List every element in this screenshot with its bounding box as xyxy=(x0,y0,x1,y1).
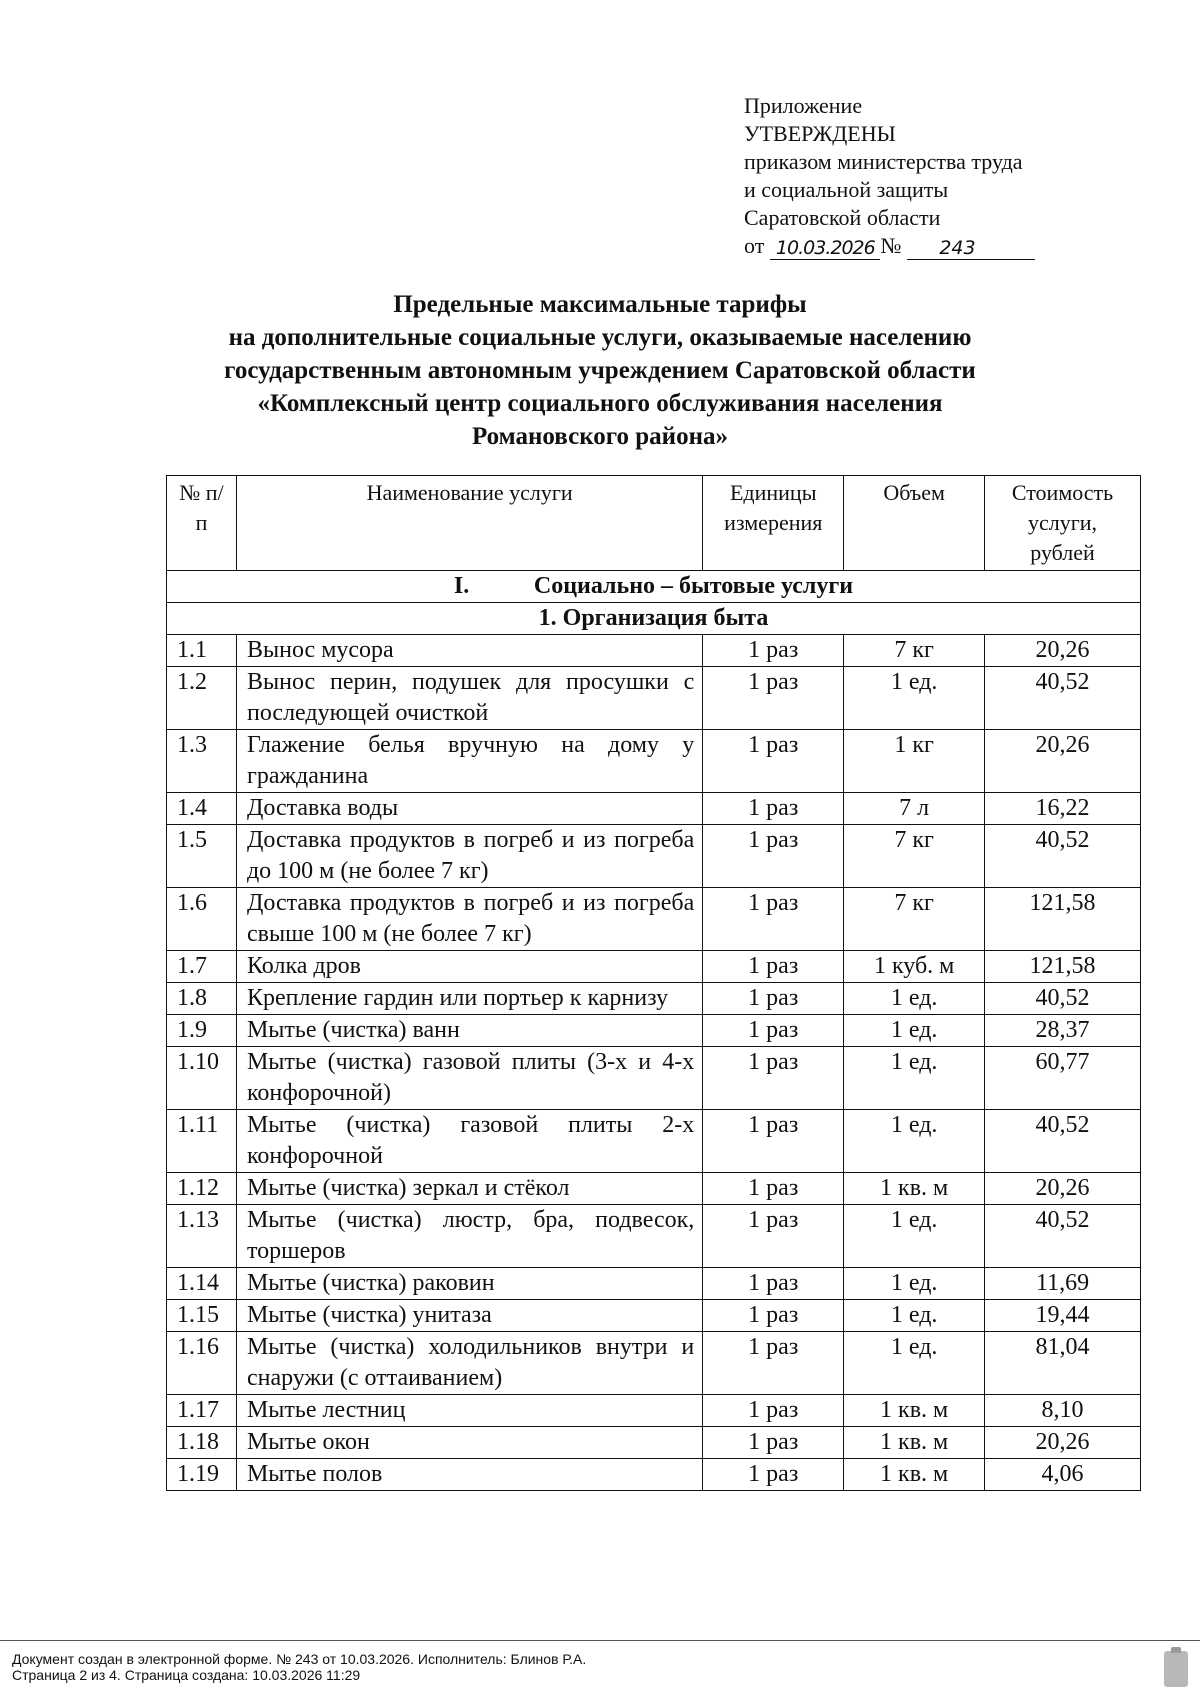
footer-line: Документ создан в электронной форме. № 243 от 10.03.2026. Исполнитель: Блинов Р.А. xyxy=(12,1651,587,1667)
row-name: Вынос перин, подушек для просушки с последующей очисткой xyxy=(236,667,702,730)
table-row xyxy=(167,635,1141,667)
row-num: 1.19 xyxy=(167,1459,237,1491)
row-price: 19,44 xyxy=(985,1300,1141,1332)
title-line: государственным автономным учреждением Саратовской области xyxy=(224,357,976,384)
row-volume: 1 куб. м xyxy=(844,951,985,983)
row-name: Мытье лестниц xyxy=(236,1395,702,1427)
row-volume: 7 кг xyxy=(844,888,985,951)
table-row xyxy=(167,730,1141,793)
table-row xyxy=(167,793,1141,825)
row-name: Вынос мусора xyxy=(236,635,702,667)
row-unit: 1 раз xyxy=(703,667,844,730)
row-name: Мытье (чистка) холодильников внутри и снаружи (с оттаиванием) xyxy=(236,1332,702,1395)
row-price: 8,10 xyxy=(985,1395,1141,1427)
row-price: 20,26 xyxy=(985,635,1141,667)
row-volume: 1 кв. м xyxy=(844,1427,985,1459)
row-name: Доставка продуктов в погреб и из погреба свыше 100 м (не более 7 кг) xyxy=(236,888,702,951)
header-unit: Единицы измерения xyxy=(703,476,844,571)
row-name: Крепление гардин или портьер к карнизу xyxy=(236,983,702,1015)
document-title xyxy=(140,288,1060,453)
row-volume: 1 кв. м xyxy=(844,1395,985,1427)
row-unit: 1 раз xyxy=(703,951,844,983)
section-cell xyxy=(167,571,1141,603)
table-row xyxy=(167,1300,1141,1332)
subsection-title: 1. Организация быта xyxy=(167,603,1141,635)
row-name: Мытье (чистка) ванн xyxy=(236,1015,702,1047)
section-number: I. xyxy=(453,573,470,599)
subsection-row xyxy=(167,603,1141,635)
table-header-row xyxy=(167,476,1141,571)
row-price: 40,52 xyxy=(985,1205,1141,1268)
approval-line: Приложение xyxy=(744,93,863,118)
row-price: 20,26 xyxy=(985,1427,1141,1459)
table-row xyxy=(167,951,1141,983)
row-num: 1.2 xyxy=(167,667,237,730)
row-volume: 1 кв. м xyxy=(844,1459,985,1491)
row-unit: 1 раз xyxy=(703,1332,844,1395)
row-name: Мытье (чистка) люстр, бра, подвесок, торшеров xyxy=(236,1205,702,1268)
row-price: 11,69 xyxy=(985,1268,1141,1300)
section-title: Социально – бытовые услуги xyxy=(533,573,854,599)
row-unit: 1 раз xyxy=(703,825,844,888)
row-unit: 1 раз xyxy=(703,1110,844,1173)
table-row xyxy=(167,983,1141,1015)
row-price: 4,06 xyxy=(985,1459,1141,1491)
row-volume: 1 ед. xyxy=(844,1205,985,1268)
title-line: Романовского района» xyxy=(472,423,728,450)
row-unit: 1 раз xyxy=(703,1015,844,1047)
row-volume: 1 ед. xyxy=(844,1047,985,1110)
table-row xyxy=(167,1173,1141,1205)
row-price: 16,22 xyxy=(985,793,1141,825)
row-num: 1.13 xyxy=(167,1205,237,1268)
row-num: 1.14 xyxy=(167,1268,237,1300)
row-num: 1.17 xyxy=(167,1395,237,1427)
header-num: № п/п xyxy=(167,476,237,571)
row-unit: 1 раз xyxy=(703,983,844,1015)
row-unit: 1 раз xyxy=(703,1427,844,1459)
row-price: 121,58 xyxy=(985,888,1141,951)
handwritten-date: 10.03.2026 xyxy=(770,237,880,260)
row-num: 1.9 xyxy=(167,1015,237,1047)
table-row xyxy=(167,1110,1141,1173)
row-volume: 1 кг xyxy=(844,730,985,793)
row-name: Глажение белья вручную на дому у гражданина xyxy=(236,730,702,793)
row-num: 1.8 xyxy=(167,983,237,1015)
table-row xyxy=(167,1427,1141,1459)
title-line: Предельные максимальные тарифы xyxy=(393,291,807,318)
row-name: Мытье (чистка) зеркал и стёкол xyxy=(236,1173,702,1205)
row-name: Колка дров xyxy=(236,951,702,983)
footer xyxy=(0,1640,1200,1699)
section-row xyxy=(167,571,1141,603)
handwritten-number: 243 xyxy=(907,237,1035,260)
row-price: 20,26 xyxy=(985,730,1141,793)
row-price: 28,37 xyxy=(985,1015,1141,1047)
row-price: 81,04 xyxy=(985,1332,1141,1395)
row-unit: 1 раз xyxy=(703,1173,844,1205)
footer-line: Страница 2 из 4. Страница создана: 10.03.2026 11:29 xyxy=(12,1667,361,1683)
table-row xyxy=(167,888,1141,951)
title-line: «Комплексный центр социального обслуживания населения xyxy=(257,390,943,417)
row-unit: 1 раз xyxy=(703,730,844,793)
row-num: 1.12 xyxy=(167,1173,237,1205)
row-num: 1.5 xyxy=(167,825,237,888)
table-row xyxy=(167,1459,1141,1491)
row-name: Доставка продуктов в погреб и из погреба до 100 м (не более 7 кг) xyxy=(236,825,702,888)
approval-block xyxy=(744,92,1084,260)
row-volume: 1 ед. xyxy=(844,1015,985,1047)
row-volume: 1 ед. xyxy=(844,1332,985,1395)
row-num: 1.4 xyxy=(167,793,237,825)
row-volume: 1 ед. xyxy=(844,983,985,1015)
row-name: Мытье (чистка) унитаза xyxy=(236,1300,702,1332)
row-num: 1.6 xyxy=(167,888,237,951)
row-name: Мытье полов xyxy=(236,1459,702,1491)
row-price: 40,52 xyxy=(985,983,1141,1015)
row-num: 1.11 xyxy=(167,1110,237,1173)
row-price: 20,26 xyxy=(985,1173,1141,1205)
row-num: 1.10 xyxy=(167,1047,237,1110)
row-name: Мытье окон xyxy=(236,1427,702,1459)
header-name: Наименование услуги xyxy=(236,476,702,571)
row-name: Мытье (чистка) раковин xyxy=(236,1268,702,1300)
row-price: 40,52 xyxy=(985,1110,1141,1173)
title-line: на дополнительные социальные услуги, оказываемые населению xyxy=(228,324,972,351)
row-volume: 7 кг xyxy=(844,635,985,667)
row-price: 40,52 xyxy=(985,667,1141,730)
seal-icon xyxy=(1164,1651,1188,1687)
row-price: 121,58 xyxy=(985,951,1141,983)
tariff-table xyxy=(166,475,1141,1491)
number-label: № xyxy=(880,233,902,258)
row-volume: 1 ед. xyxy=(844,1110,985,1173)
table-row xyxy=(167,1332,1141,1395)
approval-line: Саратовской области xyxy=(744,205,941,230)
header-volume: Объем xyxy=(844,476,985,571)
row-price: 60,77 xyxy=(985,1047,1141,1110)
row-unit: 1 раз xyxy=(703,1300,844,1332)
table-row xyxy=(167,825,1141,888)
row-volume: 1 кв. м xyxy=(844,1173,985,1205)
row-num: 1.15 xyxy=(167,1300,237,1332)
table-row xyxy=(167,1015,1141,1047)
row-unit: 1 раз xyxy=(703,1205,844,1268)
row-name: Доставка воды xyxy=(236,793,702,825)
approval-date-number xyxy=(744,232,1084,260)
row-name: Мытье (чистка) газовой плиты 2-х конфорочной xyxy=(236,1110,702,1173)
approval-line: приказом министерства труда xyxy=(744,149,1023,174)
row-price: 40,52 xyxy=(985,825,1141,888)
row-name: Мытье (чистка) газовой плиты (3-х и 4-х конфорочной) xyxy=(236,1047,702,1110)
row-unit: 1 раз xyxy=(703,1395,844,1427)
row-unit: 1 раз xyxy=(703,888,844,951)
row-volume: 7 кг xyxy=(844,825,985,888)
row-unit: 1 раз xyxy=(703,1047,844,1110)
row-num: 1.3 xyxy=(167,730,237,793)
table-row xyxy=(167,1395,1141,1427)
row-unit: 1 раз xyxy=(703,635,844,667)
row-unit: 1 раз xyxy=(703,1268,844,1300)
row-volume: 1 ед. xyxy=(844,1300,985,1332)
row-volume: 7 л xyxy=(844,793,985,825)
row-num: 1.1 xyxy=(167,635,237,667)
approval-line: и социальной защиты xyxy=(744,177,949,202)
header-price: Стоимость услуги, рублей xyxy=(985,476,1141,571)
row-volume: 1 ед. xyxy=(844,1268,985,1300)
row-unit: 1 раз xyxy=(703,1459,844,1491)
table-row xyxy=(167,1047,1141,1110)
table-row xyxy=(167,667,1141,730)
row-num: 1.7 xyxy=(167,951,237,983)
from-label: от xyxy=(744,233,765,258)
row-unit: 1 раз xyxy=(703,793,844,825)
table-row xyxy=(167,1268,1141,1300)
row-num: 1.16 xyxy=(167,1332,237,1395)
row-num: 1.18 xyxy=(167,1427,237,1459)
table-row xyxy=(167,1205,1141,1268)
row-volume: 1 ед. xyxy=(844,667,985,730)
approval-line: УТВЕРЖДЕНЫ xyxy=(744,121,896,146)
